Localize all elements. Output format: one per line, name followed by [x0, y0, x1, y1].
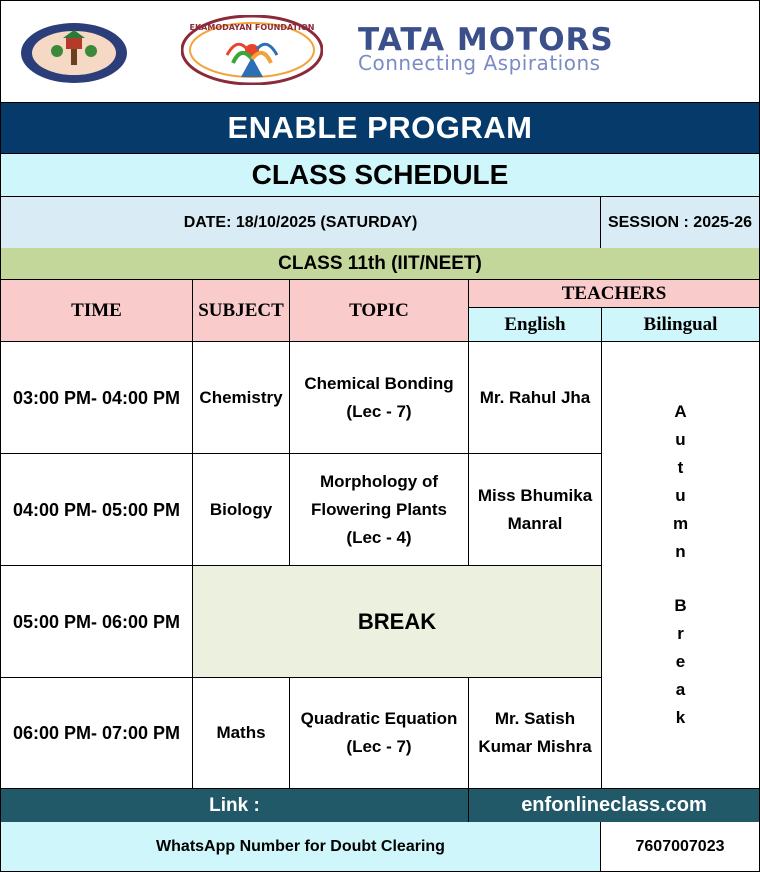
- row-2-subject: Biology: [193, 454, 290, 566]
- brand-name: TATA MOTORS: [358, 22, 614, 58]
- row-2-topic-line-3: (Lec - 4): [346, 527, 412, 547]
- vertical-letter: A: [674, 402, 687, 421]
- header-time: TIME: [1, 280, 193, 342]
- row-4-topic: [290, 678, 469, 789]
- program-title: ENABLE PROGRAM: [1, 102, 759, 154]
- row-4-subject: Maths: [193, 678, 290, 789]
- whatsapp-label: WhatsApp Number for Doubt Clearing: [1, 822, 601, 871]
- row-2-topic: [290, 454, 469, 566]
- logo-header: [1, 1, 759, 102]
- schedule-date: DATE: 18/10/2025 (SATURDAY): [1, 197, 601, 248]
- schedule-subtitle: CLASS SCHEDULE: [1, 154, 759, 197]
- vertical-letter: u: [675, 430, 686, 449]
- row-2-topic-line-1: Morphology of: [319, 471, 439, 491]
- class-name: CLASS 11th (IIT/NEET): [1, 248, 759, 280]
- row-1-english-teacher: [469, 342, 602, 454]
- break-cell: BREAK: [193, 566, 602, 678]
- row-3-time: 05:00 PM- 06:00 PM: [1, 566, 193, 678]
- link-row: [1, 789, 759, 823]
- vertical-letter: B: [674, 596, 687, 615]
- vertical-letter: a: [675, 680, 686, 699]
- row-2-english-teacher-line-2: Manral: [507, 513, 563, 533]
- header-topic: TOPIC: [290, 280, 469, 342]
- row-4-english-teacher-line-1: Mr. Satish: [494, 709, 576, 728]
- vertical-letter: t: [677, 458, 684, 477]
- row-2-english-teacher: [469, 454, 602, 566]
- row-1-time: 03:00 PM- 04:00 PM: [1, 342, 193, 454]
- link-label: Link :: [1, 789, 469, 822]
- row-2-english-teacher-line-1: Miss Bhumika: [477, 485, 593, 505]
- row-1-english-teacher-line-1: Mr. Rahul Jha: [479, 387, 591, 407]
- row-4-english-teacher-line-2: Kumar Mishra: [478, 737, 592, 756]
- header-english: English: [469, 308, 602, 342]
- whatsapp-row: [1, 822, 759, 871]
- vertical-letter: n: [675, 542, 686, 561]
- vertical-letter: u: [675, 486, 686, 505]
- vertical-letter: m: [672, 514, 689, 533]
- session-label: SESSION : 2025-26: [607, 213, 753, 231]
- foundation-emblem-icon: [181, 15, 323, 85]
- brand-tagline: Connecting Aspirations: [358, 51, 601, 75]
- bilingual-autumn-break: [602, 342, 759, 789]
- header-teachers: TEACHERS: [469, 280, 759, 308]
- whatsapp-number: 7607007023: [601, 822, 759, 871]
- row-4-time: 06:00 PM- 07:00 PM: [1, 678, 193, 789]
- row-1-topic: [290, 342, 469, 454]
- row-1-topic-line-1: Chemical Bonding: [304, 373, 454, 393]
- row-4-topic-line-2: (Lec - 7): [346, 737, 412, 756]
- row-1-subject: Chemistry: [193, 342, 290, 454]
- header-subject: SUBJECT: [193, 280, 290, 342]
- header-bilingual: Bilingual: [602, 308, 759, 342]
- row-1-topic-line-2: (Lec - 7): [346, 401, 412, 421]
- vertical-letter: k: [675, 708, 686, 727]
- row-4-topic-line-1: Quadratic Equation: [300, 709, 458, 728]
- school-emblem-icon: [19, 21, 129, 85]
- vertical-letter: e: [675, 652, 686, 671]
- foundation-logo-text: EKAMODAYAN FOUNDATION: [189, 23, 315, 32]
- row-2-time: 04:00 PM- 05:00 PM: [1, 454, 193, 566]
- vertical-letter: r: [677, 624, 684, 643]
- row-2-topic-line-2: Flowering Plants: [310, 499, 448, 519]
- row-4-english-teacher: [469, 678, 602, 789]
- website-link[interactable]: enfonlineclass.com: [521, 794, 707, 816]
- date-session-row: [1, 197, 759, 249]
